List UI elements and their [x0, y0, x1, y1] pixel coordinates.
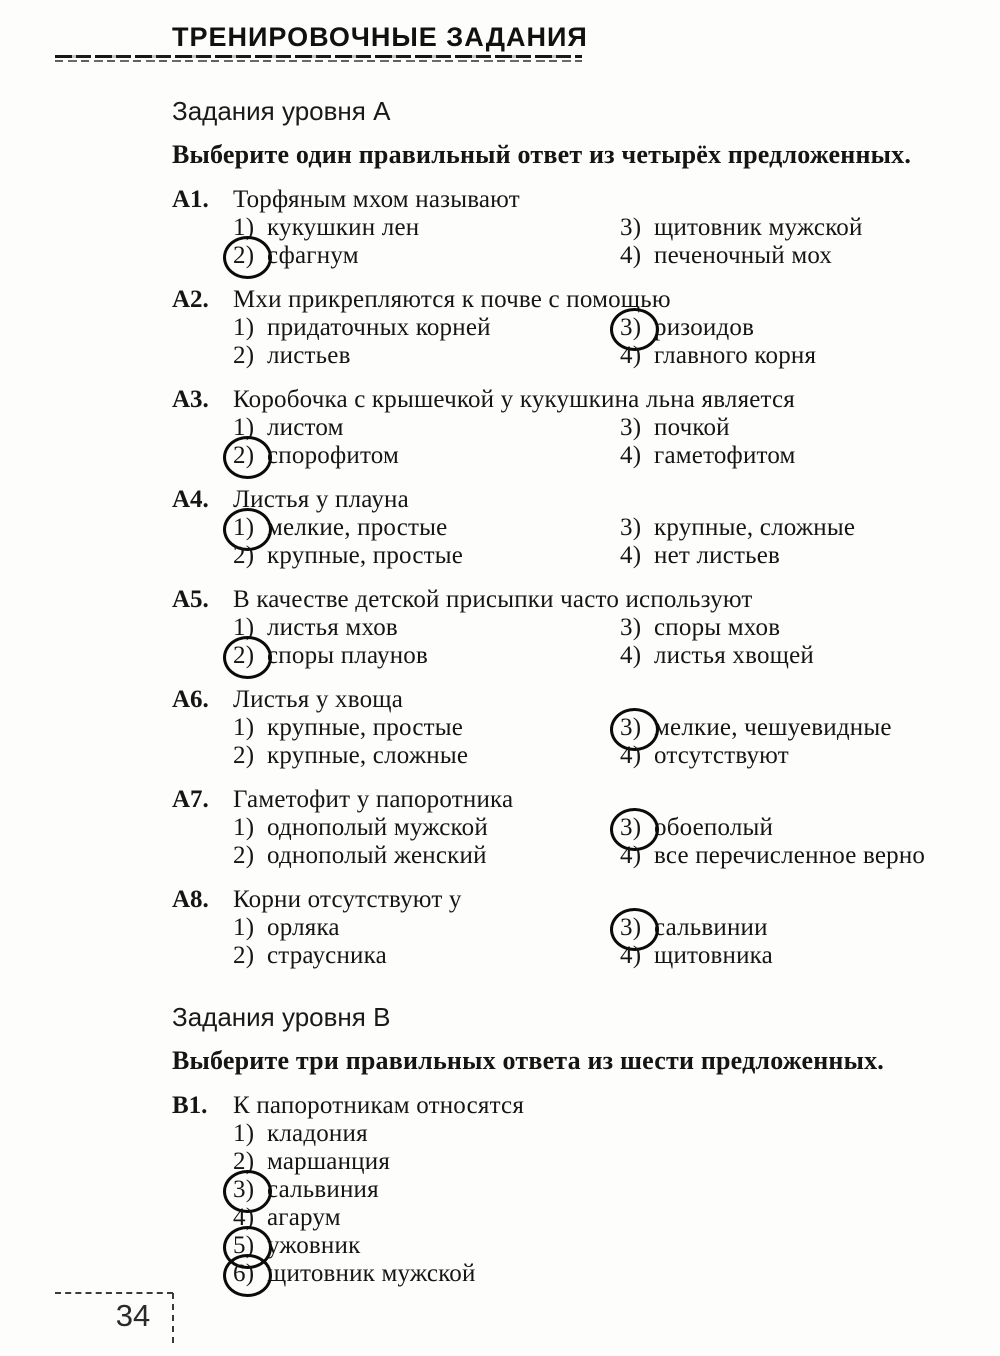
- option-number: 4): [620, 342, 642, 369]
- option-text: крупные, простые: [267, 714, 464, 741]
- option-row: [233, 842, 620, 870]
- option-row: [233, 342, 620, 370]
- option-row: [233, 1120, 1000, 1148]
- question-stem: Гаметофит у папоротника: [233, 786, 514, 813]
- option-row: [233, 742, 620, 770]
- option-text: кукушкин лен: [267, 214, 420, 241]
- option-number: 2): [233, 342, 255, 369]
- option-number: 3): [620, 614, 642, 641]
- option-row: [620, 414, 1000, 442]
- question-label: А7.: [172, 786, 209, 813]
- option-number: 4): [620, 842, 642, 869]
- option-text: спорофитом: [267, 442, 399, 469]
- option-text: щитовника: [654, 942, 773, 969]
- option-text: почкой: [654, 414, 730, 441]
- option-text: орляка: [267, 914, 340, 941]
- option-text: крупные, сложные: [654, 514, 856, 541]
- question-label: А5.: [172, 586, 209, 613]
- option-text: листья хвощей: [654, 642, 814, 669]
- question-stem: К папоротникам относятся: [233, 1092, 525, 1119]
- option-row: [233, 1232, 1000, 1260]
- question-block: [172, 1092, 1000, 1288]
- option-row: [233, 1260, 1000, 1288]
- question-body: [233, 286, 1000, 370]
- option-number: 2): [233, 942, 255, 969]
- option-number: 3): [233, 1176, 267, 1204]
- question-block: [172, 886, 1000, 970]
- option-row: [620, 314, 1000, 342]
- question-stem: Торфяным мхом называют: [233, 186, 520, 213]
- option-number: 1): [233, 914, 255, 941]
- question-label: А4.: [172, 486, 209, 513]
- section-instruction: Выберите три правильных ответа из шести предложенных.: [172, 1046, 884, 1075]
- footer-corner-rule-v: [172, 1293, 174, 1343]
- question-body: [233, 1092, 1000, 1288]
- question-body: [233, 886, 1000, 970]
- option-row: [233, 642, 620, 670]
- option-text: мелкие, простые: [267, 514, 448, 541]
- option-text: ризоидов: [654, 314, 755, 341]
- section-instruction: Выберите один правильный ответ из четырёх предложенных.: [172, 140, 912, 169]
- option-number: 2): [233, 1148, 255, 1175]
- option-text: нет листьев: [654, 542, 781, 569]
- option-row: [233, 542, 620, 570]
- section-title: Задания уровня А: [172, 96, 391, 126]
- section-title: Задания уровня В: [172, 1002, 391, 1032]
- option-number: 2): [233, 442, 267, 470]
- option-row: [233, 1176, 1000, 1204]
- content: [0, 96, 1000, 1288]
- question-block: [172, 586, 1000, 670]
- page-number: 34: [115, 1298, 151, 1333]
- option-text: гаметофитом: [654, 442, 796, 469]
- question-stem: Корни отсутствуют у: [233, 886, 462, 913]
- option-number: 1): [233, 214, 255, 241]
- option-text: ужовник: [267, 1232, 361, 1259]
- option-number: 2): [233, 742, 255, 769]
- footer-corner-rule-h: [55, 1292, 173, 1294]
- question-stem: Мхи прикрепляются к почве с помощью: [233, 286, 671, 313]
- option-number: 3): [620, 214, 642, 241]
- option-row: [620, 442, 1000, 470]
- option-number: 1): [233, 414, 255, 441]
- options-grid: [233, 714, 1000, 770]
- question-stem: Коробочка с крышечкой у кукушкина льна является: [233, 386, 795, 413]
- option-row: [620, 742, 1000, 770]
- option-text: главного корня: [654, 342, 817, 369]
- option-text: сфагнум: [267, 242, 359, 269]
- option-text: крупные, простые: [267, 542, 464, 569]
- option-text: однополый мужской: [267, 814, 488, 841]
- options-grid: [233, 514, 1000, 570]
- option-row: [233, 1204, 1000, 1232]
- option-number: 2): [233, 642, 267, 670]
- option-number: 6): [233, 1260, 267, 1288]
- option-text: кладония: [267, 1120, 368, 1147]
- question-label: А6.: [172, 686, 209, 713]
- question-body: [233, 786, 1000, 870]
- question-stem: Листья у плауна: [233, 486, 409, 513]
- question-block: [172, 386, 1000, 470]
- header-rule-bottom-line: [55, 60, 582, 62]
- option-number: 1): [233, 1120, 255, 1147]
- option-text: споры мхов: [654, 614, 781, 641]
- option-row: [233, 614, 620, 642]
- option-text: однополый женский: [267, 842, 487, 869]
- option-number: 1): [233, 514, 267, 542]
- option-text: мелкие, чешуевидные: [654, 714, 892, 741]
- question-body: [233, 686, 1000, 770]
- options-grid: [233, 614, 1000, 670]
- question-block: [172, 686, 1000, 770]
- option-number: 4): [620, 442, 642, 469]
- option-number: 2): [233, 842, 255, 869]
- options-grid: [233, 914, 1000, 970]
- option-text: печеночный мох: [654, 242, 833, 269]
- question-label: В1.: [172, 1092, 208, 1119]
- option-row: [620, 214, 1000, 242]
- question-block: [172, 286, 1000, 370]
- page-header: ТРЕНИРОВОЧНЫЕ ЗАДАНИЯ: [172, 22, 588, 52]
- options-grid: [233, 214, 1000, 270]
- options-grid: [233, 1120, 1000, 1288]
- question-label: А1.: [172, 186, 209, 213]
- option-row: [620, 814, 1000, 842]
- option-number: 3): [620, 814, 654, 842]
- option-text: споры плаунов: [267, 642, 428, 669]
- option-row: [620, 342, 1000, 370]
- option-text: отсутствуют: [654, 742, 789, 769]
- option-row: [233, 442, 620, 470]
- option-row: [620, 914, 1000, 942]
- option-text: страусника: [267, 942, 387, 969]
- question-block: [172, 486, 1000, 570]
- option-row: [233, 514, 620, 542]
- option-number: 3): [620, 514, 642, 541]
- option-row: [233, 242, 620, 270]
- option-row: [620, 942, 1000, 970]
- option-text: обоеполый: [654, 814, 774, 841]
- option-row: [233, 314, 620, 342]
- question-block: [172, 786, 1000, 870]
- options-grid: [233, 314, 1000, 370]
- question-body: [233, 586, 1000, 670]
- option-number: 1): [233, 614, 255, 641]
- option-number: 1): [233, 814, 255, 841]
- option-row: [233, 214, 620, 242]
- option-number: 1): [233, 314, 255, 341]
- option-number: 2): [233, 542, 255, 569]
- option-text: сальвиния: [267, 1176, 379, 1203]
- option-number: 3): [620, 414, 642, 441]
- option-number: 4): [620, 642, 642, 669]
- option-text: крупные, сложные: [267, 742, 469, 769]
- option-number: 1): [233, 714, 255, 741]
- section-b: [0, 1002, 1000, 1288]
- options-grid: [233, 814, 1000, 870]
- option-number: 3): [620, 914, 654, 942]
- question-body: [233, 186, 1000, 270]
- option-number: 3): [620, 714, 654, 742]
- option-row: [233, 914, 620, 942]
- question-label: А8.: [172, 886, 209, 913]
- option-row: [620, 242, 1000, 270]
- option-row: [620, 514, 1000, 542]
- option-row: [233, 1148, 1000, 1176]
- option-number: 4): [233, 1204, 255, 1231]
- option-number: 2): [233, 242, 267, 270]
- option-row: [620, 642, 1000, 670]
- option-text: маршанция: [267, 1148, 391, 1175]
- question-stem: В качестве детской присыпки часто используют: [233, 586, 753, 613]
- question-block: [172, 186, 1000, 270]
- option-text: листом: [267, 414, 344, 441]
- option-row: [233, 814, 620, 842]
- option-text: сальвинии: [654, 914, 768, 941]
- option-row: [620, 542, 1000, 570]
- option-number: 5): [233, 1232, 267, 1260]
- question-label: А2.: [172, 286, 209, 313]
- option-text: листья мхов: [267, 614, 398, 641]
- question-stem: Листья у хвоща: [233, 686, 404, 713]
- option-number: 4): [620, 242, 642, 269]
- option-row: [233, 414, 620, 442]
- question-label: А3.: [172, 386, 209, 413]
- option-number: 4): [620, 542, 642, 569]
- option-text: придаточных корней: [267, 314, 491, 341]
- question-body: [233, 486, 1000, 570]
- option-text: агарум: [267, 1204, 341, 1231]
- section-a: [0, 96, 1000, 970]
- option-text: щитовник мужской: [267, 1260, 476, 1287]
- option-number: 4): [620, 942, 642, 969]
- option-row: [620, 714, 1000, 742]
- question-body: [233, 386, 1000, 470]
- option-row: [620, 614, 1000, 642]
- options-grid: [233, 414, 1000, 470]
- header-rule-top-line: [55, 55, 582, 58]
- option-text: все перечисленное верно: [654, 842, 926, 869]
- option-text: листьев: [267, 342, 351, 369]
- option-text: щитовник мужской: [654, 214, 863, 241]
- option-row: [233, 942, 620, 970]
- header-rule: [55, 55, 582, 63]
- option-number: 4): [620, 742, 642, 769]
- option-row: [233, 714, 620, 742]
- option-number: 3): [620, 314, 654, 342]
- option-row: [620, 842, 1000, 870]
